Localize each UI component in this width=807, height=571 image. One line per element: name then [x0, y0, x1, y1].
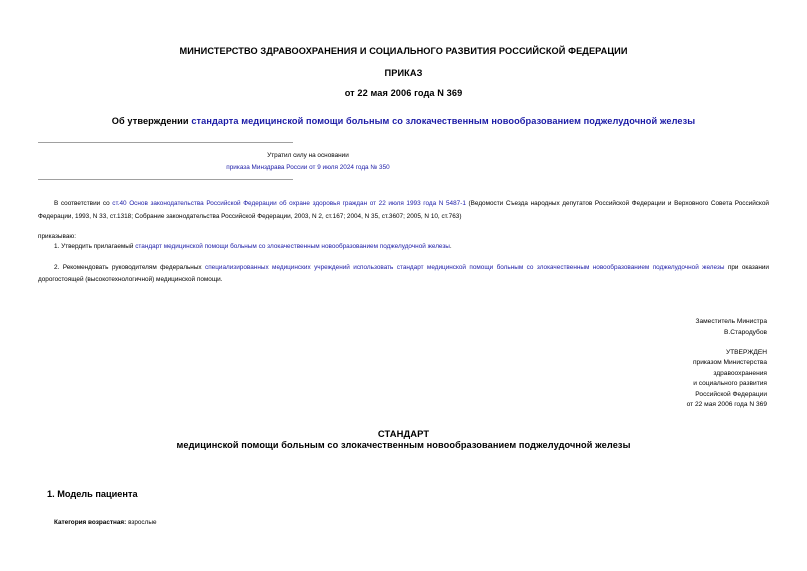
ministry-title: МИНИСТЕРСТВО ЗДРАВООХРАНЕНИЯ И СОЦИАЛЬНОГО РАЗВИТИЯ РОССИЙСКОЙ ФЕДЕРАЦИИ	[179, 46, 628, 56]
order-word: приказываю:	[38, 233, 76, 240]
order-item-2	[38, 262, 769, 286]
item1-prefix: 1. Утвердить прилагаемый	[54, 243, 136, 250]
signature-name: В.Стародубов	[724, 329, 767, 336]
item1-suffix: .	[449, 243, 452, 250]
age-value: взрослые	[126, 519, 157, 526]
approval-line-1: УТВЕРЖДЕН	[725, 349, 767, 356]
standard-subtitle: медицинской помощи больным со злокачественным новообразованием поджелудочной железы	[176, 440, 631, 450]
standard-link[interactable]: стандарт медицинской помощи больным со злокачественным новообразованием поджелудочной железы	[135, 243, 450, 250]
doc-title	[0, 116, 807, 126]
signature-position: Заместитель Министра	[695, 318, 767, 325]
age-category	[54, 517, 157, 529]
status-note	[38, 150, 578, 174]
item2-prefix: 2. Рекомендовать руководителям федеральных	[54, 264, 206, 271]
section-heading: 1. Модель пациента	[47, 489, 138, 499]
signature-block	[695, 316, 767, 338]
approval-line-5: Российской Федерации	[695, 390, 767, 398]
standard-title: СТАНДАРТ	[377, 428, 430, 439]
preamble-prefix: В соответствии со	[54, 200, 113, 207]
approval-line-2: приказом Министерства	[692, 359, 767, 367]
approval-line-6: от 22 мая 2006 года N 369	[686, 401, 767, 409]
doc-title-prefix: Об утверждении	[111, 116, 192, 126]
doc-title-link[interactable]: стандарта медицинской помощи больным со злокачественным новообразованием поджелудочной железы	[191, 116, 696, 126]
law-link[interactable]: ст.40 Основ законодательства Российской Федерации об охране здоровья граждан от 22 июля 1993 года N 5487-1	[112, 200, 466, 207]
order-item-1	[54, 241, 769, 253]
divider-bottom	[38, 179, 293, 180]
approval-line-3: здравоохранения	[713, 369, 767, 377]
divider-top	[38, 142, 293, 143]
institutions-link[interactable]: специализированных медицинских учреждений использовать стандарт медицинской помощи больным со злокачественным новообразованием поджелудочной железы	[205, 264, 725, 271]
item2-suffix: при оказании дорогостоящей (высокотехнологичной) медицинской помощи.	[38, 264, 769, 283]
doc-type: ПРИКАЗ	[384, 68, 423, 78]
approval-block	[687, 348, 767, 410]
age-label: Категория возрастная:	[54, 519, 127, 526]
status-link[interactable]: приказа Минздрава России от 9 июля 2024 года № 350	[226, 164, 390, 171]
preamble-suffix: (Ведомости Съезда народных депутатов Российской Федерации и Верховного Совета Российской Федерации, 1993, N 33, ст.1318; Собрание законодательства Российской Федерации, 2003, N 2, ст.167; 2004, N 35, ст.3607; 2005, N 10, ст.763)	[38, 200, 769, 220]
doc-date: от 22 мая 2006 года N 369	[344, 88, 463, 98]
preamble-paragraph	[38, 197, 769, 223]
status-line: Утратил силу на основании	[267, 152, 349, 159]
approval-line-4: и социального развития	[693, 380, 767, 388]
